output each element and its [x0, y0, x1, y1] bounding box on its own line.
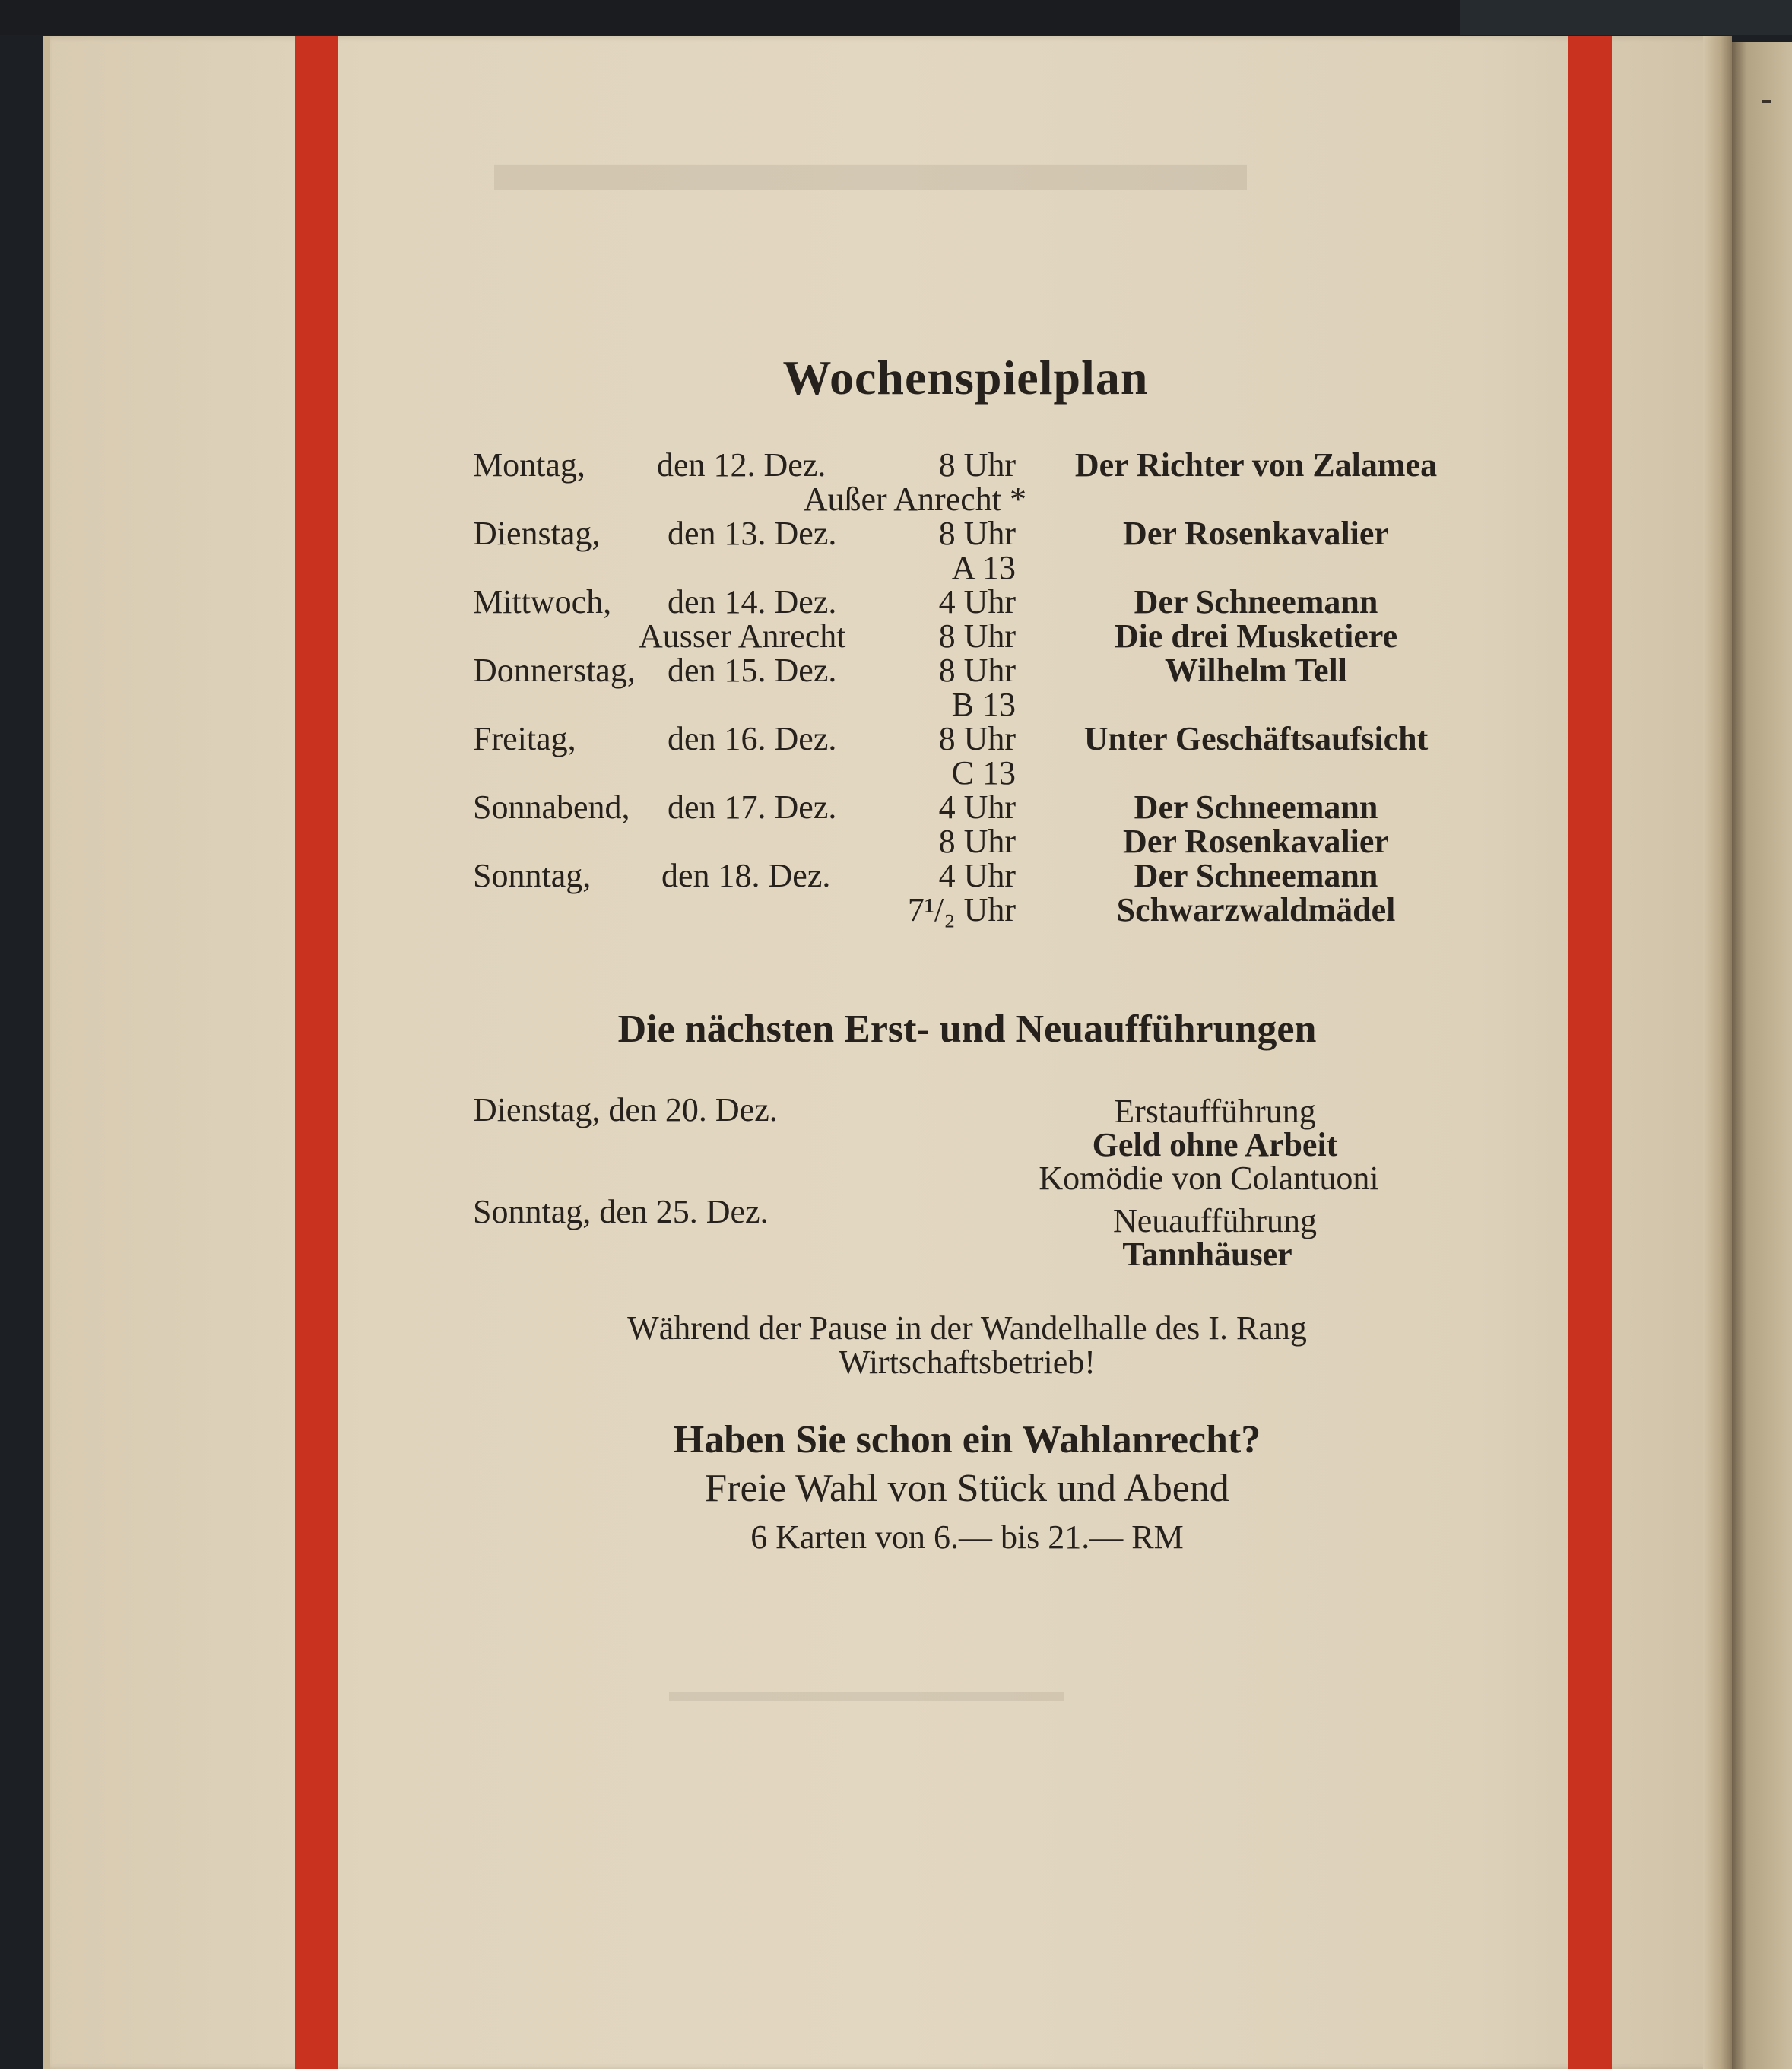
row-time: C 13	[951, 754, 1016, 792]
row-play: Der Rosenkavalier	[1123, 823, 1389, 860]
show-through-text: ▬▬▬▬▬▬▬▬▬▬▬▬▬	[669, 1674, 1064, 1708]
row-play: Der Schneemann	[1134, 857, 1378, 894]
row-day: Sonnabend,	[473, 789, 630, 826]
row-date: den 16. Dez.	[668, 720, 837, 757]
premiere-kind: Erstaufführung	[1114, 1093, 1316, 1130]
row-time: 8 Uhr	[938, 652, 1016, 689]
notice-line-1: Während der Pause in der Wandelhalle des I. Rang	[627, 1309, 1307, 1347]
notice-line-2: Wirtschaftsbetrieb!	[839, 1344, 1096, 1381]
promo-headline: Haben Sie schon ein Wahlanrecht?	[673, 1418, 1261, 1461]
background-top	[0, 0, 1460, 35]
show-through-heading: ▬▬▬▬▬▬▬▬▬	[494, 116, 1247, 208]
row-day: Dienstag,	[473, 515, 601, 552]
row-play: Unter Geschäftsaufsicht	[1083, 720, 1429, 757]
row-date: den 12. Dez.	[657, 446, 826, 484]
premiere-date: Dienstag, den 20. Dez.	[473, 1091, 778, 1128]
next-page-edge	[1732, 42, 1792, 2069]
row-date: den 13. Dez.	[668, 515, 837, 552]
row-time: A 13	[951, 549, 1016, 586]
row-play: Der Rosenkavalier	[1123, 515, 1389, 552]
row-date: Ausser Anrecht	[639, 617, 846, 655]
row-time: 8 Uhr	[938, 720, 1016, 757]
row-date: den 17. Dez.	[668, 789, 837, 826]
row-day: Montag,	[473, 446, 585, 484]
premiere-play: Geld ohne Arbeit	[1092, 1126, 1338, 1163]
row-day: Freitag,	[473, 720, 576, 757]
row-date: den 15. Dez.	[668, 652, 837, 689]
row-time: 4 Uhr	[938, 583, 1016, 620]
book-gutter	[1703, 36, 1732, 2069]
premiere-date: Sonntag, den 25. Dez.	[473, 1193, 769, 1230]
row-time: 8 Uhr	[938, 823, 1016, 860]
row-time: 8 Uhr	[938, 515, 1016, 552]
next-page-mark	[1762, 100, 1771, 103]
row-play: Die drei Musketiere	[1114, 617, 1398, 655]
row-play: Wilhelm Tell	[1164, 652, 1348, 689]
row-time: 8 Uhr	[938, 446, 1016, 484]
row-time: B 13	[951, 686, 1016, 723]
promo-price: 6 Karten von 6.— bis 21.— RM	[750, 1518, 1184, 1556]
row-play: Der Richter von Zalamea	[1074, 446, 1438, 484]
premiere-note: Komödie von Colantuoni	[1039, 1160, 1379, 1197]
page-edge	[43, 36, 50, 2069]
premiere-play: Tannhäuser	[1122, 1236, 1292, 1273]
row-time: 8 Uhr	[938, 617, 1016, 655]
red-stripe-right	[1568, 36, 1612, 2069]
row-play: Der Schneemann	[1134, 789, 1378, 826]
premiere-kind: Neuaufführung	[1113, 1202, 1317, 1239]
schedule-title: Wochenspielplan	[782, 351, 1149, 405]
red-stripe-left	[295, 36, 338, 2069]
row-day: Sonntag,	[473, 857, 592, 894]
premieres-title: Die nächsten Erst- und Neuaufführungen	[617, 1008, 1317, 1051]
row-day: Mittwoch,	[473, 583, 612, 620]
row-time: 4 Uhr	[938, 789, 1016, 826]
row-note: Außer Anrecht *	[803, 481, 1026, 518]
row-play: Der Schneemann	[1134, 583, 1378, 620]
row-date: den 14. Dez.	[668, 583, 837, 620]
row-date: den 18. Dez.	[661, 857, 831, 894]
row-day: Donnerstag,	[473, 652, 636, 689]
row-time: 4 Uhr	[938, 857, 1016, 894]
row-time: 7¹/₂ Uhr	[907, 891, 1016, 928]
row-play: Schwarzwaldmädel	[1116, 891, 1396, 928]
promo-subline: Freie Wahl von Stück und Abend	[705, 1467, 1229, 1510]
background-top-right	[1460, 0, 1792, 35]
